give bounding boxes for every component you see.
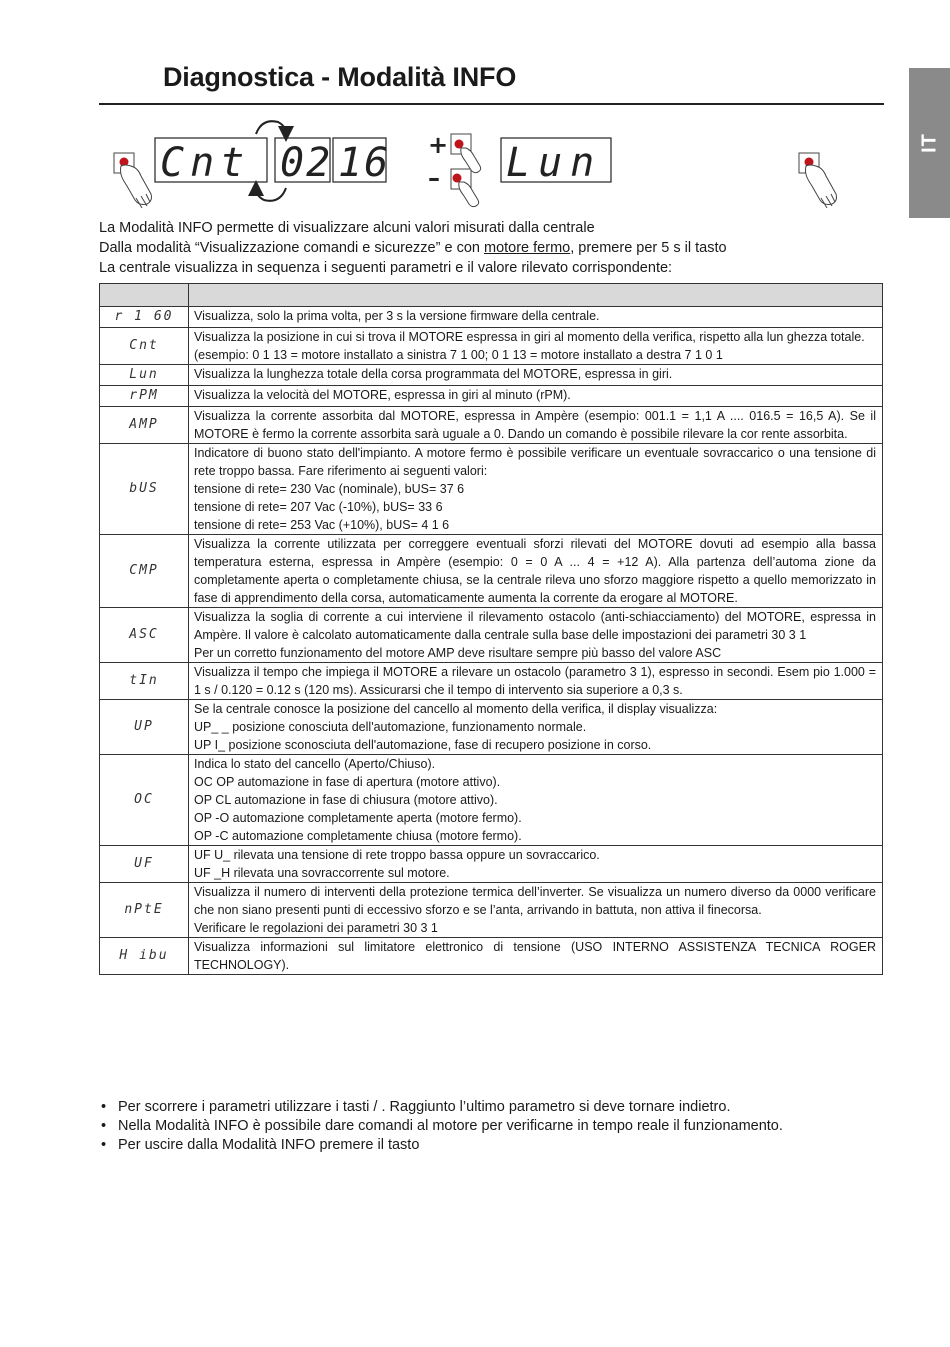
parameter-description (189, 386, 883, 407)
parameter-description (189, 444, 883, 535)
table-header-code (100, 284, 189, 307)
finger-press-icon (799, 153, 837, 208)
parameter-code: Cnt (100, 328, 189, 365)
list-item: • Per uscire dalla Modalità INFO premere il tasto (99, 1136, 899, 1155)
description-line: Visualizza il numero di interventi della protezione termica dell’inverter. Se visualizza un numero diverso da 0000 verificare che non siano presenti punti di eccessivo sforzo e se l’anta, arrivando in battuta, non attiva il finecorsa. (194, 885, 876, 917)
plus-sign: + (428, 131, 449, 159)
table-row (100, 386, 883, 407)
parameter-code: H ibu (100, 938, 189, 975)
parameter-code: CMP (100, 535, 189, 608)
table-row (100, 700, 883, 755)
display-2-segment: Lun (506, 140, 603, 186)
description-line: OC OP automazione in fase di apertura (motore attivo). (194, 775, 501, 789)
table-row (100, 755, 883, 846)
parameter-description (189, 938, 883, 975)
intro-line-2-underlined: motore fermo (483, 240, 571, 256)
description-line: Indica lo stato del cancello (Aperto/Chiuso). (194, 757, 436, 771)
description-line: Indicatore di buono stato dell'impianto. A motore fermo è possibile verificare un eventuale sovraccarico o una tensione di rete troppo bassa. Fare riferimento ai seguenti valori: (194, 446, 876, 478)
table-row (100, 846, 883, 883)
list-item: • Nella Modalità INFO è possibile dare comandi al motore per verificarne in tempo reale il funzionamento. (99, 1117, 899, 1136)
description-line: UP I_ posizione sconosciuta dell'automazione, fase di recupero posizione in corso. (194, 738, 652, 752)
display-1-segment-a: Cnt (160, 140, 251, 186)
description-line: UF _H rilevata una sovraccorrente sul motore. (194, 866, 450, 880)
table-row (100, 663, 883, 700)
description-line: UF U_ rilevata una tensione di rete troppo bassa oppure un sovraccarico. (194, 848, 600, 862)
description-line: UP_ _ posizione conosciuta dell'automazione, funzionamento normale. (194, 720, 587, 734)
table-header-row (100, 284, 883, 307)
parameter-code: UF (100, 846, 189, 883)
parameter-code: OC (100, 755, 189, 846)
plus-minus-buttons-icon (428, 131, 481, 207)
description-line: Visualizza la corrente assorbita dal MOTORE, espressa in Ampère (esempio: 001.1 = 1,1 A .... 016.5 = 16,5 A). Se il MOTORE è fermo la corrente assorbita sarà uguale a 0. Dando un comando è possibile rilevare la cor rente assorbita. (194, 409, 876, 441)
table-row (100, 365, 883, 386)
intro-line-3: La centrale visualizza in sequenza i seguenti parametri e il valore rilevato corrispondente: (99, 260, 673, 276)
intro-text (99, 218, 884, 278)
description-line: Visualizza la soglia di corrente a cui interviene il rilevamento ostacolo (anti-schiacciamento) del MOTORE, espressa in Ampère. Il valore è calcolato automaticamente dalla centrale sulla base delle impostazioni dei parametri 30 3 1 (194, 610, 876, 642)
parameter-description (189, 307, 883, 328)
parameter-description (189, 883, 883, 938)
description-line: Visualizza il tempo che impiega il MOTORE a rilevare un ostacolo (parametro 3 1), espresso in secondi. Esem pio 1.000 = 1 s / 0.120 = 0.12 s (120 ms). Assicurarsi che il tempo di intervento sia superiore a 0,3 s. (194, 665, 876, 697)
description-line: OP CL automazione in fase di chiusura (motore attivo). (194, 793, 498, 807)
table-header-description (189, 284, 883, 307)
description-line: Visualizza la velocità del MOTORE, espressa in giri al minuto (rPM). (194, 388, 571, 402)
description-line: Visualizza la lunghezza totale della corsa programmata del MOTORE, espressa in giri. (194, 367, 673, 381)
intro-line-2 (99, 238, 884, 258)
parameter-description (189, 407, 883, 444)
finger-press-icon (114, 153, 152, 208)
page-title: Diagnostica - Modalità INFO (163, 62, 517, 92)
minus-sign: – (428, 164, 440, 192)
parameter-code: AMP (100, 407, 189, 444)
description-line: OP -C automazione completamente chiusa (motore fermo). (194, 829, 522, 843)
parameter-description (189, 700, 883, 755)
description-line: (esempio: 0 1 13 = motore installato a sinistra 7 1 00; 0 1 13 = motore installato a destra 7 1 0 1 (194, 348, 723, 362)
table-row (100, 407, 883, 444)
parameter-code: bUS (100, 444, 189, 535)
parameter-code: nPtE (100, 883, 189, 938)
description-line: Per un corretto funzionamento del motore AMP deve risultare sempre più basso del valore ASC (194, 646, 722, 660)
description-line: Visualizza la posizione in cui si trova il MOTORE espressa in giri al momento della verifica, rispetto alla lun ghezza totale. (194, 330, 865, 344)
parameter-description (189, 608, 883, 663)
parameter-code: r 1 60 (100, 307, 189, 328)
info-parameters-table (99, 283, 883, 975)
table-row (100, 444, 883, 535)
parameter-code: UP (100, 700, 189, 755)
notes-list (99, 1098, 899, 1155)
table-row (100, 307, 883, 328)
description-line: Visualizza la corrente utilizzata per correggere eventuali sforzi rilevati del MOTORE dovuti ad esempio alla bassa temperatura esterna, espressa in Ampère (esempio: 0 = 0 A ... 4 = +12 A). Alla partenza dell’automa zione da completamente aperta o completamente chiusa, se la centrale rileva uno sforzo maggiore rispetto a quello memorizzato in fase di apprendimento della corsa, automaticamente aumenta la corrente da erogare al MOTORE. (194, 537, 876, 605)
parameter-code: ASC (100, 608, 189, 663)
display-cnt-0216 (155, 138, 390, 186)
parameter-description (189, 846, 883, 883)
description-line: OP -O automazione completamente aperta (motore fermo). (194, 811, 522, 825)
display-lun (501, 138, 611, 186)
description-line: Visualizza, solo la prima volta, per 3 s la versione firmware della centrale. (194, 309, 600, 323)
parameter-description (189, 755, 883, 846)
table-body (100, 307, 883, 975)
description-line: Se la centrale conosce la posizione del cancello al momento della verifica, il display visualizza: (194, 702, 718, 716)
description-line: Verificare le regolazioni dei parametri 30 3 1 (194, 921, 438, 935)
table-row (100, 938, 883, 975)
intro-line-1: La Modalità INFO permette di visualizzare alcuni valori misurati dalla centrale (99, 220, 595, 236)
list-item: • Per scorrere i parametri utilizzare i tasti / . Raggiunto l’ultimo parametro si deve tornare indietro. (99, 1098, 899, 1117)
description-line: tensione di rete= 207 Vac (-10%), bUS= 33 6 (194, 500, 443, 514)
table-row (100, 883, 883, 938)
intro-line-2-b: , premere per 5 s il tasto (570, 240, 727, 256)
description-line: tensione di rete= 230 Vac (nominale), bUS= 37 6 (194, 482, 465, 496)
language-tab-label: IT (918, 133, 940, 153)
description-line: tensione di rete= 253 Vac (+10%), bUS= 4 1 6 (194, 518, 450, 532)
parameter-code: rPM (100, 386, 189, 407)
parameter-code: Lun (100, 365, 189, 386)
display-1-segment-c: 16 (338, 140, 391, 186)
table-row (100, 608, 883, 663)
intro-line-2-a: Dalla modalità “Visualizzazione comandi e sicurezze” e con (99, 240, 484, 256)
parameter-description (189, 663, 883, 700)
parameter-description (189, 328, 883, 365)
table-row (100, 535, 883, 608)
parameter-description (189, 535, 883, 608)
table-row (100, 328, 883, 365)
display-1-segment-b: 02 (280, 140, 333, 186)
description-line: Visualizza informazioni sul limitatore elettronico di tensione (USO INTERNO ASSISTENZA TECNICA ROGER TECHNOLOGY). (194, 940, 876, 972)
parameter-description (189, 365, 883, 386)
parameter-code: tIn (100, 663, 189, 700)
info-mode-diagram (0, 0, 950, 220)
